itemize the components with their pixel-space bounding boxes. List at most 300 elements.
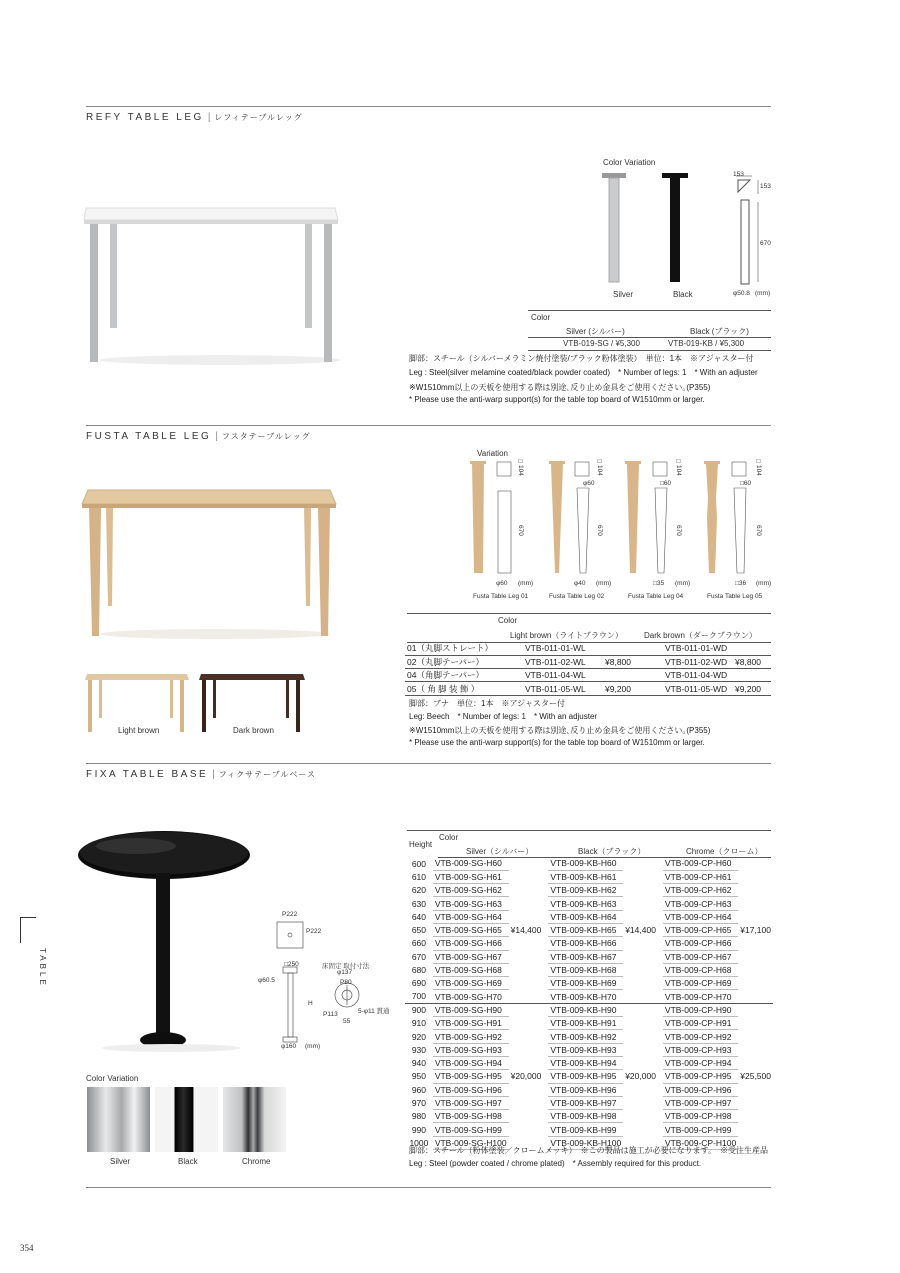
black-price: ¥14,400: [625, 925, 656, 936]
dark-brown-price: ¥8,800: [733, 655, 771, 668]
silver-swatch: [87, 1087, 150, 1152]
black-price: [623, 990, 663, 1003]
table-row: [405, 1083, 773, 1096]
black-price: [623, 1110, 663, 1123]
silver-code: VTB-009-SG-H61: [433, 870, 509, 883]
section-title-jp: フスタテーブルレッグ: [221, 432, 311, 441]
chrome-price: [738, 910, 773, 923]
chrome-code: VTB-009-CP-H66: [663, 937, 738, 950]
table-row: [405, 910, 773, 923]
table-row: [405, 923, 773, 936]
dark-brown-price: [733, 669, 771, 682]
silver-code: VTB-009-SG-H64: [433, 910, 509, 923]
height-header: Height: [409, 840, 433, 849]
refy-note-warp-en: * Please use the anti-warp support(s) for the table top board of W1510mm or larger.: [409, 395, 705, 404]
chrome-code: VTB-009-CP-H94: [663, 1056, 738, 1069]
leg05-top-dim: □104: [755, 458, 762, 476]
black-code: VTB-009-KB-H97: [548, 1096, 623, 1109]
black-price: [623, 1056, 663, 1069]
chrome-price: [738, 857, 773, 870]
fixa-note-jp: 脚部：スチール（粉体塗装／クロームメッキ） ※この製品は施工が必要になります。 ※受注生産品: [409, 1146, 769, 1155]
table-row: [405, 1123, 773, 1136]
light-brown-price: [603, 642, 663, 655]
silver-price: [509, 1083, 549, 1096]
chrome-code: VTB-009-CP-H95: [663, 1070, 738, 1083]
fixa-spec-table: [405, 857, 773, 1150]
black-price: [623, 1083, 663, 1096]
light-brown-caption: Light brown: [118, 726, 160, 735]
black-code: VTB-009-KB-H94: [548, 1056, 623, 1069]
black-code: VTB-009-KB-H96: [548, 1083, 623, 1096]
silver-code: VTB-009-SG-H92: [433, 1030, 509, 1043]
leg04-top-dim: □104: [675, 458, 682, 476]
chrome-price: [738, 884, 773, 897]
height-value: 930: [411, 1044, 426, 1055]
refy-note-warp-jp: ※W1510mm以上の天板を使用する際は別途､反り止め金具をご使用ください｡(P355): [409, 383, 711, 392]
light-brown-price: ¥8,800: [603, 655, 663, 668]
table-rule: [528, 337, 771, 338]
black-code: VTB-009-KB-H64: [548, 910, 623, 923]
black-code: VTB-009-KB-H93: [548, 1043, 623, 1056]
chrome-code: VTB-009-CP-H62: [663, 884, 738, 897]
refy-code-silver: VTB-019-SG / ¥5,300: [563, 339, 640, 348]
fixa-table-photo: [76, 828, 256, 1058]
leg-type: 02（丸脚テーパー）: [405, 655, 523, 668]
black-price: [623, 1003, 663, 1016]
chrome-header: Chrome（クローム）: [686, 847, 763, 856]
dark-brown-price: [733, 642, 771, 655]
silver-price: [509, 1030, 549, 1043]
table-row: [405, 857, 773, 870]
mm-unit: (mm): [756, 580, 772, 587]
chrome-price: [738, 937, 773, 950]
black-code: VTB-009-KB-H92: [548, 1030, 623, 1043]
fusta-note-en: Leg: Beech * Number of legs: 1 * With an adjuster: [409, 712, 598, 721]
silver-price: [509, 1056, 549, 1069]
black-code: VTB-009-KB-H70: [548, 990, 623, 1003]
section-title-refy: REFY TABLE LEG | レフィテーブルレッグ: [86, 112, 303, 123]
table-row: [405, 897, 773, 910]
leg01-height-dim: 670: [517, 525, 524, 536]
chrome-price: [738, 1096, 773, 1109]
chrome-swatch: [223, 1087, 286, 1152]
height-value: 670: [411, 951, 426, 962]
leg01-top-dim: □104: [517, 458, 524, 476]
section-divider: [86, 425, 771, 426]
leg05-sub-dim: □60: [740, 480, 752, 487]
silver-code: VTB-009-SG-H98: [433, 1110, 509, 1123]
black-price: [623, 857, 663, 870]
dark-brown-swatch: [198, 672, 306, 734]
height-value: 940: [411, 1058, 426, 1069]
mm-unit: (mm): [675, 580, 691, 587]
black-code: VTB-009-KB-H60: [548, 857, 623, 870]
black-code: VTB-009-KB-H95: [548, 1070, 623, 1083]
height-value: 970: [411, 1097, 426, 1108]
chrome-code: VTB-009-CP-H92: [663, 1030, 738, 1043]
black-code: VTB-009-KB-H65: [548, 923, 623, 936]
leg02-bottom-dim: φ40: [574, 580, 586, 587]
height-value: 920: [411, 1031, 426, 1042]
light-brown-code: VTB-011-05-WL: [523, 682, 603, 695]
side-tab-label: TABLE: [38, 948, 47, 988]
leg04-sub-dim: □60: [660, 480, 672, 487]
leg02-caption: Fusta Table Leg 02: [549, 593, 605, 600]
dark-brown-header: Dark brown（ダークブラウン）: [644, 631, 757, 640]
color-header: Color: [498, 616, 518, 625]
black-price: [623, 1030, 663, 1043]
silver-code: VTB-009-SG-H90: [433, 1003, 509, 1016]
chrome-price: [738, 977, 773, 990]
silver-code: VTB-009-SG-H62: [433, 884, 509, 897]
color-variation-label: Color Variation: [603, 158, 656, 167]
fusta-leg-drawings: [465, 458, 775, 588]
dim-phi-160: φ160: [281, 1043, 297, 1050]
chrome-price: [738, 1030, 773, 1043]
dim-p222-width: P222: [282, 911, 298, 918]
fixa-note-en: Leg : Steel (powder coated / chrome plated) * Assembly required for this product.: [409, 1159, 702, 1168]
silver-code: VTB-009-SG-H95: [433, 1070, 509, 1083]
black-header: Black (ブラック): [690, 327, 749, 336]
silver-code: VTB-009-SG-H99: [433, 1123, 509, 1136]
height-value: 990: [411, 1124, 426, 1135]
chrome-code: VTB-009-CP-H70: [663, 990, 738, 1003]
mm-unit: (mm): [518, 580, 534, 587]
section-title-text: FIXA TABLE BASE: [86, 769, 209, 780]
black-code: VTB-009-KB-H90: [548, 1003, 623, 1016]
chrome-code: VTB-009-CP-H97: [663, 1096, 738, 1109]
mm-unit: (mm): [755, 290, 771, 297]
height-value: 900: [411, 1005, 426, 1016]
light-brown-code: VTB-011-01-WL: [523, 642, 603, 655]
height-value: 690: [411, 978, 426, 989]
table-row: [405, 937, 773, 950]
mm-unit: (mm): [305, 1043, 321, 1050]
chrome-price: [738, 1056, 773, 1069]
refy-leg-variants: [600, 172, 780, 302]
chrome-price: [738, 1123, 773, 1136]
silver-price: [509, 1110, 549, 1123]
height-value: 600: [411, 858, 426, 869]
silver-price: [509, 897, 549, 910]
height-value: 700: [405, 990, 433, 1003]
height-value: 640: [411, 911, 426, 922]
dark-brown-code: VTB-011-04-WD: [663, 669, 733, 682]
table-row: [405, 977, 773, 990]
leg04-caption: Fusta Table Leg 04: [628, 593, 684, 600]
black-price: [623, 977, 663, 990]
leg04-bottom-dim: □35: [653, 580, 665, 587]
black-code: VTB-009-KB-H61: [548, 870, 623, 883]
height-value: 950: [411, 1071, 426, 1082]
chrome-code: VTB-009-CP-H90: [663, 1003, 738, 1016]
section-divider: [86, 1187, 771, 1188]
silver-code: VTB-009-SG-H70: [433, 990, 509, 1003]
chrome-price: [738, 1017, 773, 1030]
chrome-code: VTB-009-CP-H65: [663, 923, 738, 936]
table-row: [405, 1043, 773, 1056]
chrome-price: [738, 1083, 773, 1096]
dim-55: 55: [343, 1018, 351, 1025]
chrome-code: VTB-009-CP-H91: [663, 1017, 738, 1030]
height-value: 610: [411, 871, 426, 882]
silver-code: VTB-009-SG-H65: [433, 923, 509, 936]
silver-header: Silver（シルバー）: [466, 847, 534, 856]
silver-price: [509, 990, 549, 1003]
color-header: Color: [531, 313, 551, 322]
chrome-code: VTB-009-CP-H99: [663, 1123, 738, 1136]
page-number: 354: [20, 1243, 34, 1253]
black-code: VTB-009-KB-H66: [548, 937, 623, 950]
table-row: [405, 950, 773, 963]
height-value: 660: [411, 938, 426, 949]
silver-caption: Silver: [613, 290, 634, 299]
leg04-height-dim: 670: [675, 525, 682, 536]
chrome-price: [738, 870, 773, 883]
black-code: VTB-009-KB-H100: [550, 1137, 622, 1148]
refy-code-black: VTB-019-KB / ¥5,300: [668, 339, 745, 348]
chrome-price: ¥25,500: [740, 1071, 771, 1082]
dim-width: 153: [733, 171, 744, 178]
table-row: [405, 884, 773, 897]
silver-price: [509, 1096, 549, 1109]
black-price: [623, 1043, 663, 1056]
chrome-code: VTB-009-CP-H100: [663, 1136, 738, 1149]
chrome-price: [738, 897, 773, 910]
dark-brown-caption: Dark brown: [233, 726, 274, 735]
section-title-text: REFY TABLE LEG: [86, 112, 204, 123]
black-price: [623, 1123, 663, 1136]
table-rule: [528, 310, 771, 311]
color-variation-label: Color Variation: [86, 1074, 139, 1083]
black-code: VTB-009-KB-H69: [548, 977, 623, 990]
black-price: [623, 884, 663, 897]
table-row: [405, 990, 773, 1003]
silver-code: VTB-009-SG-H93: [433, 1043, 509, 1056]
leg05-height-dim: 670: [755, 525, 762, 536]
dark-brown-price: ¥9,200: [733, 682, 771, 695]
black-price: [623, 870, 663, 883]
silver-price: [509, 870, 549, 883]
color-header: Color: [439, 833, 459, 842]
leg05-bottom-dim: □36: [735, 580, 747, 587]
silver-code: VTB-009-SG-H60: [433, 857, 509, 870]
section-title-jp: フィクサテーブルベース: [218, 770, 317, 779]
leg05-caption: Fusta Table Leg 05: [707, 593, 763, 600]
chrome-code: VTB-009-CP-H60: [663, 857, 738, 870]
height-value: 1000: [409, 1137, 429, 1148]
height-value: 960: [411, 1084, 426, 1095]
black-code: VTB-009-KB-H63: [548, 897, 623, 910]
silver-price: [509, 1017, 549, 1030]
side-tab-mark: [20, 917, 36, 918]
black-swatch: [155, 1087, 218, 1152]
leg-type: 01（丸脚ストレート）: [405, 642, 523, 655]
silver-code: VTB-009-SG-H100: [434, 1137, 507, 1148]
silver-price: [509, 910, 549, 923]
height-value: 630: [411, 898, 426, 909]
leg-type: 04（角脚テーパー）: [405, 669, 523, 682]
light-brown-code: VTB-011-04-WL: [523, 669, 603, 682]
black-caption: Black: [673, 290, 693, 299]
dim-diameter: φ50.8: [733, 290, 750, 297]
silver-code: VTB-009-SG-H97: [433, 1096, 509, 1109]
dim-height: H: [308, 1000, 313, 1007]
silver-price: [509, 884, 549, 897]
leg01-caption: Fusta Table Leg 01: [473, 593, 529, 600]
silver-price: [509, 950, 549, 963]
section-title-text: FUSTA TABLE LEG: [86, 431, 212, 442]
black-price: [623, 937, 663, 950]
chrome-price: [738, 963, 773, 976]
height-value: 980: [411, 1111, 426, 1122]
table-row: [405, 1110, 773, 1123]
chrome-code: VTB-009-CP-H93: [663, 1043, 738, 1056]
table-rule: [528, 350, 771, 351]
section-title-fixa: FIXA TABLE BASE | フィクサテーブルベース: [86, 769, 317, 780]
chrome-code: VTB-009-CP-H67: [663, 950, 738, 963]
silver-price: ¥20,000: [510, 1071, 542, 1082]
black-code: VTB-009-KB-H91: [548, 1017, 623, 1030]
silver-price: [509, 977, 549, 990]
leg02-top-dim: □104: [596, 458, 603, 476]
table-rule: [407, 613, 771, 614]
chrome-price: [738, 1110, 773, 1123]
section-title-fusta: FUSTA TABLE LEG | フスタテーブルレッグ: [86, 431, 311, 442]
chrome-code: VTB-009-CP-H98: [663, 1110, 738, 1123]
table-row: [405, 1056, 773, 1069]
light-brown-header: Light brown（ライトブラウン）: [510, 631, 623, 640]
black-price: [623, 897, 663, 910]
silver-price: [509, 937, 549, 950]
dim-depth: 153: [760, 183, 771, 190]
silver-code: VTB-009-SG-H67: [433, 950, 509, 963]
section-title-jp: レフィテーブルレッグ: [214, 113, 303, 122]
table-row: [405, 1070, 773, 1083]
table-row: [405, 963, 773, 976]
black-header: Black（ブラック）: [578, 847, 646, 856]
chrome-code: VTB-009-CP-H96: [663, 1083, 738, 1096]
chrome-code: VTB-009-CP-H63: [663, 897, 738, 910]
black-price: ¥20,000: [625, 1071, 656, 1082]
silver-price: [509, 1123, 549, 1136]
light-brown-swatch: [84, 672, 190, 734]
black-code: VTB-009-KB-H99: [548, 1123, 623, 1136]
dim-square-250: □250: [284, 961, 299, 968]
light-brown-code: VTB-011-02-WL: [523, 655, 603, 668]
dim-p222-depth: P222: [306, 928, 322, 935]
dark-brown-code: VTB-011-02-WD: [663, 655, 733, 668]
dim-phi-137: φ137: [337, 969, 353, 976]
section-divider: [86, 106, 771, 107]
leg02-sub-dim: φ60: [583, 480, 595, 487]
leg-type: 05（ 角 脚 装 飾 ）: [405, 682, 523, 695]
refy-table-photo: [80, 200, 345, 370]
table-row: [405, 870, 773, 883]
silver-code: VTB-009-SG-H96: [433, 1083, 509, 1096]
height-value: 620: [411, 885, 426, 896]
table-row: [405, 655, 771, 668]
silver-price: [509, 1003, 549, 1016]
silver-price: [509, 963, 549, 976]
silver-code: VTB-009-SG-H68: [433, 963, 509, 976]
chrome-caption: Chrome: [242, 1157, 271, 1166]
dark-brown-code: VTB-011-05-WD: [663, 682, 733, 695]
chrome-price: [738, 990, 773, 1003]
table-row: [405, 1003, 773, 1016]
section-divider: [86, 763, 771, 764]
black-caption: Black: [178, 1157, 198, 1166]
silver-price: [509, 1043, 549, 1056]
leg01-bottom-dim: φ60: [496, 580, 508, 587]
black-price: [623, 1096, 663, 1109]
light-brown-price: ¥9,200: [603, 682, 663, 695]
fixa-dimension-drawings: [255, 912, 395, 1057]
chrome-price: [738, 1003, 773, 1016]
dim-height: 670: [760, 240, 771, 247]
chrome-price: [738, 950, 773, 963]
table-row: [405, 1096, 773, 1109]
black-price: [623, 963, 663, 976]
fusta-note-warp-jp: ※W1510mm以上の天板を使用する際は別途､反り止め金具をご使用ください｡(P355): [409, 726, 711, 735]
variation-label: Variation: [477, 449, 508, 458]
dim-p80: P80: [340, 979, 352, 986]
refy-note-en: Leg : Steel(silver melamine coated/black powder coated) * Number of legs: 1 * With an adjuster: [409, 368, 758, 377]
fusta-spec-table: [405, 642, 771, 696]
silver-code: VTB-009-SG-H66: [433, 937, 509, 950]
chrome-price: ¥17,100: [740, 925, 771, 936]
table-row: [405, 682, 771, 695]
chrome-code: VTB-009-CP-H61: [663, 870, 738, 883]
dim-holes: 5-φ11 貫通: [358, 1008, 390, 1015]
side-tab-mark: [20, 917, 21, 943]
fusta-note-jp: 脚部：ブナ 単位：1本 ※アジャスター付: [409, 699, 565, 708]
silver-code: VTB-009-SG-H63: [433, 897, 509, 910]
black-code: VTB-009-KB-H62: [548, 884, 623, 897]
dim-phi-60-5: φ60.5: [258, 977, 275, 984]
height-value: 910: [411, 1018, 426, 1029]
silver-code: VTB-009-SG-H91: [433, 1017, 509, 1030]
black-price: [623, 910, 663, 923]
chrome-code: VTB-009-CP-H68: [663, 963, 738, 976]
table-row: [405, 669, 771, 682]
silver-caption: Silver: [110, 1157, 131, 1166]
fusta-table-photo: [80, 486, 342, 641]
height-value: 650: [411, 925, 426, 936]
light-brown-price: [603, 669, 663, 682]
table-row: [405, 642, 771, 655]
refy-note-jp: 脚部：スチール（シルバーメラミン焼付塗装/ブラック粉体塗装） 単位：1本 ※アジャスター付: [409, 354, 754, 363]
chrome-code: VTB-009-CP-H64: [663, 910, 738, 923]
leg02-height-dim: 670: [596, 525, 603, 536]
table-row: [405, 1017, 773, 1030]
black-code: VTB-009-KB-H67: [548, 950, 623, 963]
dim-p113: P113: [323, 1011, 338, 1018]
table-row: [405, 1030, 773, 1043]
black-price: [623, 1017, 663, 1030]
chrome-code: VTB-009-CP-H69: [663, 977, 738, 990]
black-code: VTB-009-KB-H68: [548, 963, 623, 976]
silver-code: VTB-009-SG-H69: [433, 977, 509, 990]
black-code: VTB-009-KB-H98: [548, 1110, 623, 1123]
silver-code: VTB-009-SG-H94: [433, 1056, 509, 1069]
height-value: 680: [411, 965, 426, 976]
floor-mount-label: 床固定 取付寸法: [322, 963, 370, 970]
silver-price: ¥14,400: [510, 925, 542, 936]
fusta-note-warp-en: * Please use the anti-warp support(s) for the table top board of W1510mm or larger.: [409, 738, 705, 747]
silver-price: [509, 857, 549, 870]
mm-unit: (mm): [596, 580, 612, 587]
